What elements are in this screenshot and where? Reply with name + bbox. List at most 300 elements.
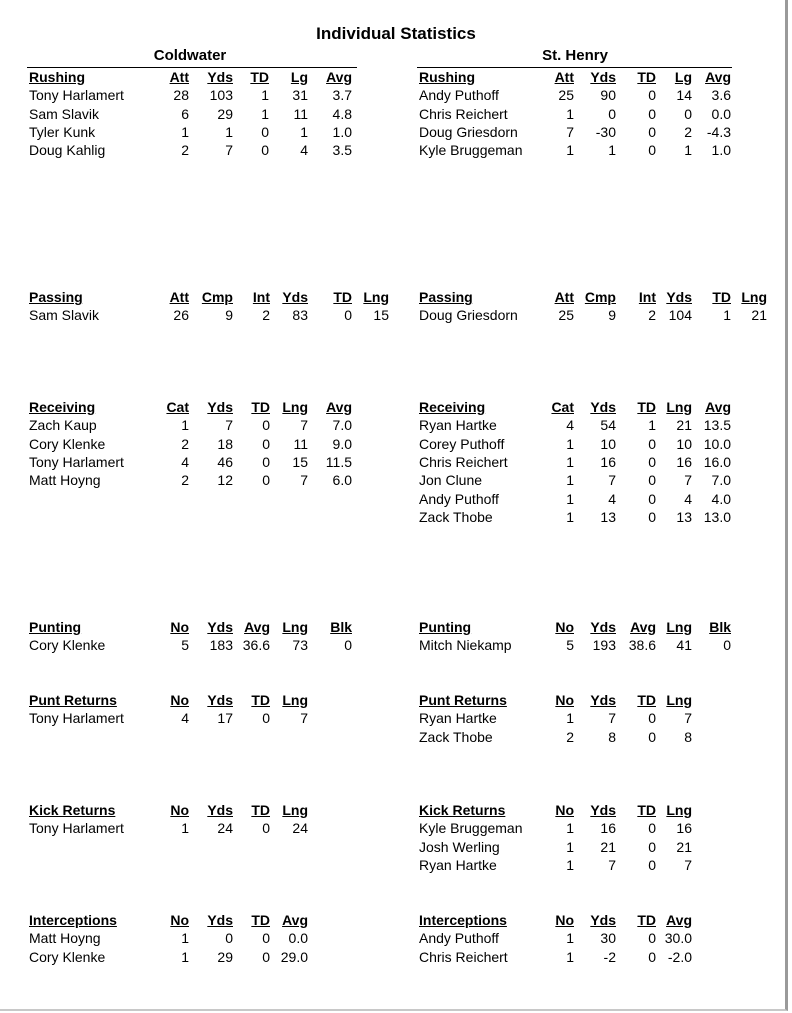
column-header: TD: [637, 802, 656, 818]
table-row: [29, 306, 389, 324]
table-row: [29, 948, 389, 966]
player-name: Ryan Hartke: [419, 417, 497, 434]
column-header: Int: [252, 289, 270, 305]
stat-cell: 38.6: [628, 637, 656, 654]
stat-cell: 29: [217, 948, 233, 965]
table-header-row: [29, 398, 389, 416]
stat-cell: 13.5: [703, 417, 731, 434]
player-name: Andy Puthoff: [419, 87, 499, 104]
stat-cell: 54: [600, 417, 616, 434]
stat-cell: 1: [566, 472, 574, 489]
column-header: No: [555, 619, 574, 635]
stat-cell: 0: [262, 930, 270, 947]
stat-cell: 46: [217, 453, 233, 470]
stat-cell: 73: [292, 637, 308, 654]
column-header: Avg: [705, 69, 731, 85]
table-row: [419, 819, 779, 837]
stat-cell: 3.6: [711, 87, 731, 104]
stat-cell: 21: [751, 307, 767, 324]
table-row: [29, 123, 389, 141]
stat-cell: 7: [566, 123, 574, 140]
stat-cell: 0: [648, 508, 656, 525]
stat-cell: 0: [648, 142, 656, 159]
table-row: [419, 141, 779, 159]
table-row: [419, 636, 779, 654]
column-header: No: [170, 692, 189, 708]
column-header: Avg: [630, 619, 656, 635]
player-name: Kyle Bruggeman: [419, 820, 523, 837]
player-name: Jon Clune: [419, 472, 483, 489]
column-header: Yds: [590, 802, 616, 818]
player-name: Doug Kahlig: [29, 142, 106, 159]
stat-cell: 2: [181, 472, 189, 489]
stat-cell: 11.5: [325, 453, 352, 470]
section-heading: Kick Returns: [419, 802, 506, 818]
table-row: [419, 416, 779, 434]
player-name: Chris Reichert: [419, 948, 508, 965]
stat-cell: 30: [600, 930, 616, 947]
stat-cell: 25: [558, 307, 574, 324]
stat-cell: 18: [217, 435, 233, 452]
stat-cell: 7: [608, 472, 616, 489]
stat-cell: 2: [181, 435, 189, 452]
player-name: Chris Reichert: [419, 453, 508, 470]
table-row: [29, 636, 389, 654]
stat-cell: 1: [684, 142, 692, 159]
column-header: Cat: [551, 399, 574, 415]
table-row: [29, 105, 389, 123]
column-header: Cat: [166, 399, 189, 415]
stat-cell: 13: [600, 508, 616, 525]
table-header-row: [419, 801, 779, 819]
stat-cell: 83: [292, 307, 308, 324]
stat-cell: 28: [173, 87, 189, 104]
table-header-row: [419, 398, 779, 416]
home-team-name: Coldwater: [153, 47, 227, 64]
stat-cell: 7: [684, 856, 692, 873]
table-row: [419, 490, 779, 508]
column-header: Att: [554, 69, 574, 85]
table-row: [419, 105, 779, 123]
away-team-name: St. Henry: [542, 47, 608, 64]
stat-cell: 5: [566, 637, 574, 654]
stat-cell: 0: [648, 123, 656, 140]
stat-cell: 1: [181, 417, 189, 434]
stat-cell: 7: [684, 472, 692, 489]
column-header: No: [170, 619, 189, 635]
column-header: TD: [637, 69, 656, 85]
column-header: Yds: [207, 802, 233, 818]
column-header: TD: [712, 289, 731, 305]
stat-cell: 0: [648, 948, 656, 965]
stat-cell: 1: [566, 856, 574, 873]
player-name: Ryan Hartke: [419, 856, 497, 873]
stat-cell: 8: [684, 728, 692, 745]
column-header: Lng: [282, 619, 308, 635]
player-name: Sam Slavik: [29, 307, 100, 324]
column-header: Lg: [674, 69, 692, 85]
stat-cell: 8: [608, 728, 616, 745]
stat-cell: 25: [558, 87, 574, 104]
stat-cell: 90: [600, 87, 616, 104]
section-heading: Passing: [29, 289, 83, 305]
column-header: Att: [169, 289, 189, 305]
column-header: Avg: [244, 619, 270, 635]
column-header: Lng: [666, 399, 692, 415]
stat-cell: 3.7: [332, 87, 352, 104]
stat-cell: 0: [648, 87, 656, 104]
table-header-row: [419, 691, 779, 709]
stat-cell: 9: [225, 307, 233, 324]
stat-cell: 0: [608, 105, 616, 122]
player-name: Doug Griesdorn: [419, 123, 518, 140]
player-name: Matt Hoyng: [29, 930, 101, 947]
stat-cell: 15: [292, 453, 308, 470]
stat-cell: 24: [292, 820, 308, 837]
stat-cell: 0: [684, 105, 692, 122]
stat-cell: 2: [181, 142, 189, 159]
stat-cell: 6.0: [332, 472, 352, 489]
stat-cell: 11: [293, 435, 308, 452]
stat-cell: 0: [648, 856, 656, 873]
player-name: Andy Puthoff: [419, 930, 499, 947]
stat-cell: 16: [676, 820, 692, 837]
stat-cell: 5: [181, 637, 189, 654]
table-header-row: [419, 68, 779, 86]
column-header: TD: [251, 692, 270, 708]
stat-cell: 0: [262, 417, 270, 434]
stat-cell: 0: [262, 710, 270, 727]
column-header: TD: [637, 912, 656, 928]
stat-cell: 0: [262, 472, 270, 489]
stat-cell: 0: [261, 142, 269, 159]
stat-cell: 10: [600, 435, 616, 452]
column-header: TD: [251, 399, 270, 415]
stat-cell: 1.0: [711, 142, 731, 159]
stat-cell: 7: [225, 417, 233, 434]
stat-cell: 16: [600, 820, 616, 837]
stat-cell: 16: [676, 453, 692, 470]
stat-cell: 10.0: [703, 435, 731, 452]
table-header-row: [419, 288, 779, 306]
table-row: [419, 948, 779, 966]
stat-cell: 0: [648, 453, 656, 470]
table-row: [29, 709, 389, 727]
section-heading: Interceptions: [419, 912, 507, 928]
table-header-row: [29, 911, 389, 929]
stat-cell: 7: [300, 417, 308, 434]
section-heading: Punting: [29, 619, 82, 635]
section-heading: Punt Returns: [419, 692, 507, 708]
player-name: Matt Hoyng: [29, 472, 101, 489]
section-heading: Punting: [419, 619, 472, 635]
stat-cell: 1: [566, 838, 574, 855]
table-header-row: [29, 801, 389, 819]
column-header: Yds: [282, 289, 308, 305]
stat-cell: 183: [209, 637, 233, 654]
page-title: Individual Statistics: [316, 24, 476, 43]
column-header: Yds: [207, 619, 233, 635]
column-header: No: [555, 692, 574, 708]
stat-cell: 14: [676, 87, 692, 104]
stat-cell: 31: [292, 87, 308, 104]
table-row: [419, 728, 779, 746]
stat-cell: 6: [181, 105, 189, 122]
column-header: Yds: [207, 69, 233, 85]
table-row: [29, 416, 389, 434]
column-header: Yds: [590, 69, 616, 85]
column-header: Lng: [666, 802, 692, 818]
stat-cell: -4.3: [706, 123, 731, 140]
stat-cell: 0: [723, 637, 731, 654]
column-header: Yds: [666, 289, 692, 305]
stat-cell: 0: [262, 948, 270, 965]
column-header: Lng: [741, 289, 767, 305]
stat-cell: 16: [600, 453, 616, 470]
player-name: Andy Puthoff: [419, 490, 499, 507]
stat-cell: 0.0: [288, 930, 308, 947]
stat-cell: 9: [608, 307, 616, 324]
section-heading: Passing: [419, 289, 473, 305]
stat-cell: 1: [225, 123, 233, 140]
column-header: No: [555, 912, 574, 928]
player-name: Sam Slavik: [29, 105, 100, 122]
player-name: Mitch Niekamp: [419, 637, 512, 654]
player-name: Chris Reichert: [419, 105, 508, 122]
column-header: Avg: [666, 912, 692, 928]
column-header: Blk: [330, 619, 352, 635]
table-row: [419, 453, 779, 471]
stat-cell: 2: [566, 728, 574, 745]
stat-cell: 7: [684, 710, 692, 727]
column-header: Att: [169, 69, 189, 85]
stat-cell: 10: [676, 435, 692, 452]
stat-cell: -30: [595, 123, 616, 140]
stat-cell: 0: [648, 490, 656, 507]
stat-cell: 30.0: [664, 930, 692, 947]
stat-cell: 7: [608, 710, 616, 727]
player-name: Tyler Kunk: [29, 123, 96, 140]
stat-cell: 0: [262, 453, 270, 470]
table-row: [419, 306, 779, 324]
column-header: Lng: [282, 399, 308, 415]
stat-cell: 1: [566, 490, 574, 507]
column-header: Lng: [666, 619, 692, 635]
stat-cell: 29: [217, 105, 233, 122]
stat-cell: 0: [648, 820, 656, 837]
player-name: Cory Klenke: [29, 948, 106, 965]
table-row: [29, 819, 389, 837]
table-row: [29, 471, 389, 489]
stat-cell: 1: [566, 142, 574, 159]
stat-cell: 41: [676, 637, 692, 654]
stat-cell: 1: [608, 142, 616, 159]
column-header: TD: [251, 912, 270, 928]
column-header: Cmp: [201, 289, 233, 305]
stat-cell: 7.0: [711, 472, 731, 489]
stat-cell: 24: [217, 820, 233, 837]
section-heading: Kick Returns: [29, 802, 116, 818]
stat-cell: 1: [261, 87, 269, 104]
stat-cell: 1: [648, 417, 656, 434]
stat-cell: 13.0: [703, 508, 731, 525]
player-name: Zach Kaup: [29, 417, 97, 434]
stat-cell: 2: [684, 123, 692, 140]
stat-cell: 21: [676, 417, 692, 434]
stat-cell: 4.8: [332, 105, 352, 122]
stat-cell: 104: [668, 307, 692, 324]
stat-cell: 0: [648, 105, 656, 122]
table-row: [419, 435, 779, 453]
table-row: [419, 856, 779, 874]
stat-cell: 1: [181, 820, 189, 837]
column-header: Avg: [326, 399, 352, 415]
table-row: [29, 453, 389, 471]
stat-cell: 21: [600, 838, 616, 855]
stat-cell: -2.0: [667, 948, 692, 965]
table-row: [419, 709, 779, 727]
stat-cell: 36.6: [242, 637, 270, 654]
stat-cell: 0: [648, 838, 656, 855]
table-row: [419, 508, 779, 526]
stat-cell: 0: [648, 710, 656, 727]
player-name: Zack Thobe: [419, 728, 493, 745]
section-heading: Rushing: [29, 69, 85, 85]
section-heading: Rushing: [419, 69, 475, 85]
stat-cell: 1.0: [332, 123, 352, 140]
stat-cell: 26: [173, 307, 189, 324]
stat-cell: 4.0: [711, 490, 731, 507]
stat-cell: 16.0: [703, 453, 731, 470]
player-name: Cory Klenke: [29, 435, 106, 452]
table-header-row: [29, 618, 389, 636]
column-header: TD: [637, 399, 656, 415]
stat-cell: 13: [676, 508, 692, 525]
player-name: Cory Klenke: [29, 637, 106, 654]
stat-cell: 0.0: [711, 105, 731, 122]
stat-cell: 0: [344, 637, 352, 654]
table-header-row: [419, 618, 779, 636]
stat-cell: 0: [262, 820, 270, 837]
stat-cell: 1: [566, 710, 574, 727]
stat-cell: 9.0: [332, 435, 352, 452]
column-header: Int: [638, 289, 656, 305]
stat-cell: 0: [262, 435, 270, 452]
section-heading: Punt Returns: [29, 692, 117, 708]
stat-cell: 7: [225, 142, 233, 159]
column-header: TD: [333, 289, 352, 305]
player-name: Tony Harlamert: [29, 453, 124, 470]
stat-cell: 21: [676, 838, 692, 855]
stat-cell: 4: [181, 453, 189, 470]
column-header: Cmp: [584, 289, 616, 305]
stat-cell: 11: [293, 105, 308, 122]
column-header: Yds: [207, 692, 233, 708]
table-row: [29, 86, 389, 104]
stat-cell: 7: [300, 710, 308, 727]
column-header: Blk: [709, 619, 731, 635]
stat-cell: 17: [217, 710, 233, 727]
stat-cell: 0: [225, 930, 233, 947]
table-row: [419, 86, 779, 104]
column-header: Yds: [590, 399, 616, 415]
player-name: Josh Werling: [419, 838, 500, 855]
stat-cell: 3.5: [332, 142, 352, 159]
player-name: Ryan Hartke: [419, 710, 497, 727]
table-row: [29, 141, 389, 159]
section-heading: Receiving: [419, 399, 486, 415]
stat-cell: 4: [608, 490, 616, 507]
stat-cell: 1: [566, 508, 574, 525]
table-row: [29, 435, 389, 453]
stat-cell: 12: [217, 472, 233, 489]
stat-cell: 2: [648, 307, 656, 324]
column-header: Lng: [282, 802, 308, 818]
table-header-row: [29, 288, 389, 306]
stat-cell: 29.0: [280, 948, 308, 965]
player-name: Kyle Bruggeman: [419, 142, 523, 159]
column-header: TD: [251, 802, 270, 818]
column-header: Avg: [282, 912, 308, 928]
stat-cell: 2: [262, 307, 270, 324]
column-header: Lng: [666, 692, 692, 708]
column-header: TD: [250, 69, 269, 85]
stat-cell: 4: [566, 417, 574, 434]
table-header-row: [419, 911, 779, 929]
stat-cell: 7: [608, 856, 616, 873]
stat-cell: 15: [373, 307, 389, 324]
table-row: [419, 838, 779, 856]
column-header: Lng: [282, 692, 308, 708]
column-header: Yds: [590, 692, 616, 708]
table-row: [29, 929, 389, 947]
stat-cell: 193: [592, 637, 616, 654]
stat-cell: 0: [261, 123, 269, 140]
stat-cell: 7.0: [332, 417, 352, 434]
stat-cell: 4: [684, 490, 692, 507]
column-header: Avg: [326, 69, 352, 85]
stat-cell: 4: [300, 142, 308, 159]
column-header: TD: [637, 692, 656, 708]
stat-cell: -2: [603, 948, 616, 965]
column-header: No: [170, 802, 189, 818]
table-header-row: [29, 691, 389, 709]
table-row: [419, 123, 779, 141]
column-header: Yds: [207, 912, 233, 928]
stat-cell: 0: [648, 435, 656, 452]
player-name: Tony Harlamert: [29, 710, 124, 727]
column-header: Lg: [290, 69, 308, 85]
stat-cell: 0: [648, 930, 656, 947]
stat-cell: 0: [648, 728, 656, 745]
player-name: Doug Griesdorn: [419, 307, 518, 324]
column-header: No: [170, 912, 189, 928]
column-header: Lng: [363, 289, 389, 305]
column-header: Avg: [705, 399, 731, 415]
player-name: Tony Harlamert: [29, 87, 124, 104]
column-header: Yds: [207, 399, 233, 415]
table-row: [419, 929, 779, 947]
stat-cell: 4: [181, 710, 189, 727]
stat-cell: 1: [300, 123, 308, 140]
column-header: No: [555, 802, 574, 818]
column-header: Yds: [590, 619, 616, 635]
column-header: Yds: [590, 912, 616, 928]
table-row: [419, 471, 779, 489]
table-header-row: [29, 68, 389, 86]
stat-cell: 1: [566, 435, 574, 452]
stat-cell: 1: [566, 948, 574, 965]
